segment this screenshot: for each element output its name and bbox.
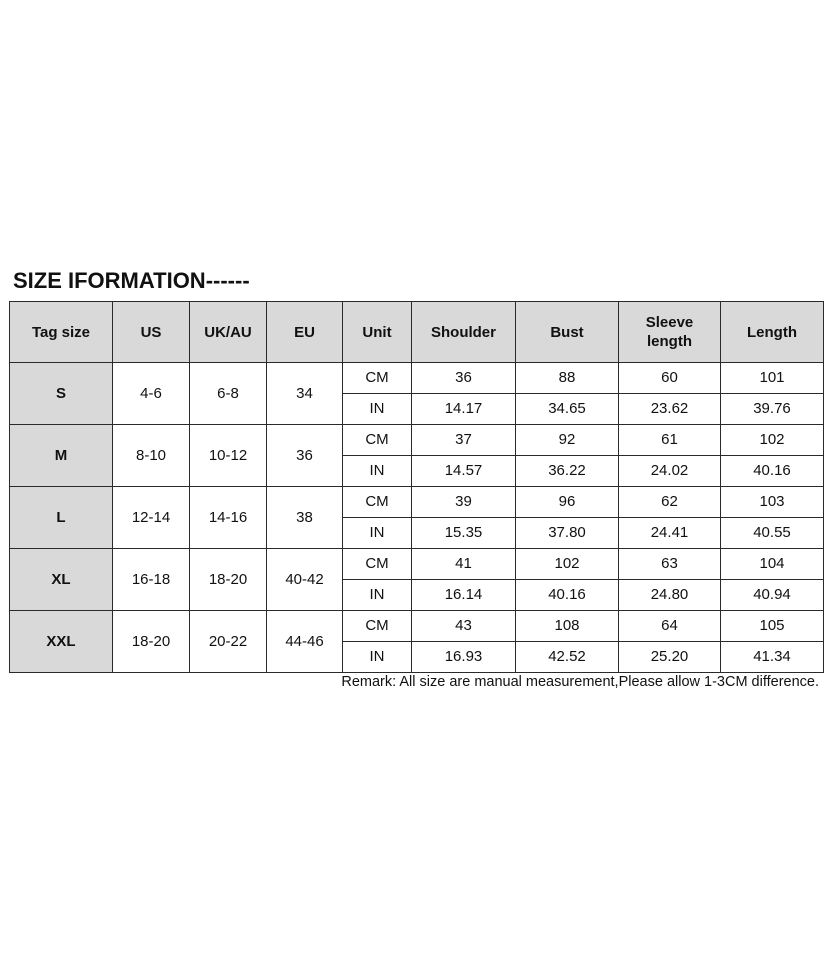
table-row — [10, 487, 824, 518]
unit-cell: CM — [343, 487, 412, 518]
us-size-cell: 8-10 — [113, 425, 190, 487]
bust-cell: 88 — [516, 363, 619, 394]
header-eu: EU — [267, 302, 343, 363]
header-shoulder: Shoulder — [412, 302, 516, 363]
length-cell: 104 — [721, 549, 824, 580]
header-sleeve-length-line1: Sleeve — [645, 314, 694, 331]
shoulder-cell: 16.14 — [412, 580, 516, 611]
unit-cell: IN — [343, 518, 412, 549]
length-cell: 40.55 — [721, 518, 824, 549]
eu-size-cell: 38 — [267, 487, 343, 549]
uk-au-size-cell: 20-22 — [190, 611, 267, 673]
table-row — [10, 363, 824, 394]
us-size-cell: 12-14 — [113, 487, 190, 549]
unit-cell: IN — [343, 580, 412, 611]
sleeve-length-cell: 62 — [619, 487, 721, 518]
size-table — [9, 301, 824, 673]
uk-au-size-cell: 14-16 — [190, 487, 267, 549]
length-cell: 102 — [721, 425, 824, 456]
sleeve-length-cell: 60 — [619, 363, 721, 394]
eu-size-cell: 40-42 — [267, 549, 343, 611]
page-title: SIZE IFORMATION------ — [13, 268, 250, 293]
eu-size-cell: 44-46 — [267, 611, 343, 673]
bust-cell: 34.65 — [516, 394, 619, 425]
table-row — [10, 611, 824, 642]
length-cell: 101 — [721, 363, 824, 394]
length-cell: 103 — [721, 487, 824, 518]
us-size-cell: 16-18 — [113, 549, 190, 611]
unit-cell: CM — [343, 363, 412, 394]
length-cell: 105 — [721, 611, 824, 642]
shoulder-cell: 37 — [412, 425, 516, 456]
header-tag-size: Tag size — [10, 302, 113, 363]
shoulder-cell: 15.35 — [412, 518, 516, 549]
tag-size-cell: S — [10, 363, 113, 425]
tag-size-cell: XXL — [10, 611, 113, 673]
remark-text: Remark: All size are manual measurement,Please allow 1-3CM difference. — [341, 674, 819, 690]
sleeve-length-cell: 63 — [619, 549, 721, 580]
uk-au-size-cell: 10-12 — [190, 425, 267, 487]
unit-cell: IN — [343, 642, 412, 673]
uk-au-size-cell: 18-20 — [190, 549, 267, 611]
sleeve-length-cell: 64 — [619, 611, 721, 642]
tag-size-cell: XL — [10, 549, 113, 611]
sleeve-length-cell: 61 — [619, 425, 721, 456]
shoulder-cell: 43 — [412, 611, 516, 642]
sleeve-length-cell: 24.02 — [619, 456, 721, 487]
header-sleeve-length-line2: length — [647, 333, 692, 350]
unit-cell: CM — [343, 549, 412, 580]
shoulder-cell: 16.93 — [412, 642, 516, 673]
unit-cell: CM — [343, 611, 412, 642]
us-size-cell: 4-6 — [113, 363, 190, 425]
shoulder-cell: 14.57 — [412, 456, 516, 487]
us-size-cell: 18-20 — [113, 611, 190, 673]
header-sleeve-length — [619, 302, 721, 363]
sleeve-length-cell: 23.62 — [619, 394, 721, 425]
table-row — [10, 549, 824, 580]
tag-size-cell: M — [10, 425, 113, 487]
header-length: Length — [721, 302, 824, 363]
sleeve-length-cell: 24.41 — [619, 518, 721, 549]
header-unit: Unit — [343, 302, 412, 363]
unit-cell: IN — [343, 394, 412, 425]
header-us: US — [113, 302, 190, 363]
unit-cell: CM — [343, 425, 412, 456]
header-row — [10, 302, 824, 363]
eu-size-cell: 34 — [267, 363, 343, 425]
shoulder-cell: 39 — [412, 487, 516, 518]
length-cell: 39.76 — [721, 394, 824, 425]
length-cell: 40.94 — [721, 580, 824, 611]
unit-cell: IN — [343, 456, 412, 487]
tag-size-cell: L — [10, 487, 113, 549]
bust-cell: 42.52 — [516, 642, 619, 673]
shoulder-cell: 36 — [412, 363, 516, 394]
bust-cell: 36.22 — [516, 456, 619, 487]
header-uk-au: UK/AU — [190, 302, 267, 363]
length-cell: 41.34 — [721, 642, 824, 673]
header-bust: Bust — [516, 302, 619, 363]
bust-cell: 92 — [516, 425, 619, 456]
eu-size-cell: 36 — [267, 425, 343, 487]
bust-cell: 102 — [516, 549, 619, 580]
shoulder-cell: 14.17 — [412, 394, 516, 425]
bust-cell: 96 — [516, 487, 619, 518]
shoulder-cell: 41 — [412, 549, 516, 580]
sleeve-length-cell: 24.80 — [619, 580, 721, 611]
table-row — [10, 425, 824, 456]
uk-au-size-cell: 6-8 — [190, 363, 267, 425]
sleeve-length-cell: 25.20 — [619, 642, 721, 673]
length-cell: 40.16 — [721, 456, 824, 487]
bust-cell: 108 — [516, 611, 619, 642]
bust-cell: 40.16 — [516, 580, 619, 611]
bust-cell: 37.80 — [516, 518, 619, 549]
